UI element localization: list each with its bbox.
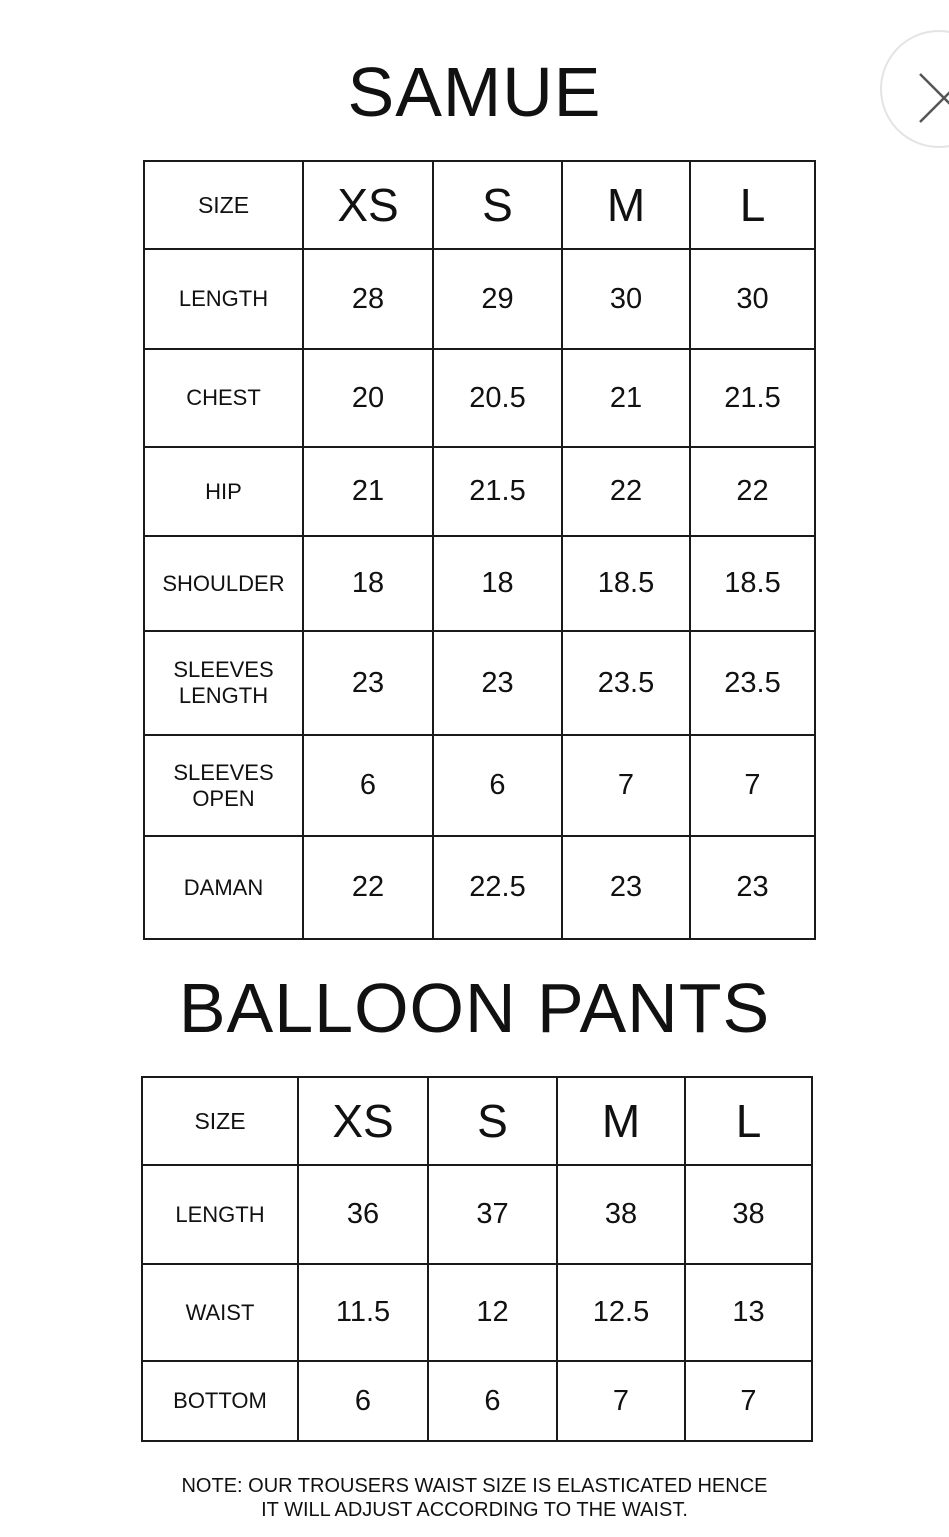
table-cell: 7 [557,1361,685,1441]
waist-note [0,1474,949,1522]
table-cell: 18.5 [690,536,815,631]
table-cell: 23 [690,836,815,939]
close-icon [912,70,949,130]
table-cell: 7 [690,735,815,836]
table-cell: 22 [562,447,690,536]
table-cell: 22 [690,447,815,536]
table-cell: 30 [690,249,815,349]
table-cell: 37 [428,1165,557,1264]
table-cell: 6 [428,1361,557,1441]
table-cell: 23 [303,631,433,735]
table-cell: 18.5 [562,536,690,631]
samue-size-table [143,160,816,940]
table-cell: 22 [303,836,433,939]
table-row [144,536,815,631]
table-row [142,1361,812,1441]
table-cell: 29 [433,249,562,349]
table-cell: 21 [562,349,690,447]
row-label-sleeves-length: SLEEVES LENGTH [144,631,303,735]
size-header-l: L [685,1077,812,1165]
table-cell: 23 [433,631,562,735]
balloon-pants-title: BALLOON PANTS [178,969,771,1047]
table-header-row [142,1077,812,1165]
note-line-1: NOTE: OUR TROUSERS WAIST SIZE IS ELASTICATED HENCE [181,1475,768,1497]
table-row [142,1264,812,1361]
table-cell: 20 [303,349,433,447]
table-cell: 23.5 [690,631,815,735]
size-header-label: SIZE [144,161,303,249]
row-label-sleeves-open: SLEEVES OPEN [144,735,303,836]
note-line-2: IT WILL ADJUST ACCORDING TO THE WAIST. [261,1499,688,1521]
table-row [144,349,815,447]
size-header-s: S [428,1077,557,1165]
balloon-pants-size-table [141,1076,813,1442]
table-cell: 38 [685,1165,812,1264]
row-label-length: LENGTH [142,1165,298,1264]
row-label-hip: HIP [144,447,303,536]
size-header-s: S [433,161,562,249]
table-row [144,447,815,536]
row-label-chest: CHEST [144,349,303,447]
table-cell: 21.5 [690,349,815,447]
table-cell: 6 [303,735,433,836]
table-cell: 20.5 [433,349,562,447]
table-cell: 6 [433,735,562,836]
samue-title: SAMUE [347,53,602,131]
size-header-m: M [557,1077,685,1165]
row-label-length: LENGTH [144,249,303,349]
size-header-l: L [690,161,815,249]
table-row [144,249,815,349]
table-cell: 21.5 [433,447,562,536]
size-header-label: SIZE [142,1077,298,1165]
row-label-daman: DAMAN [144,836,303,939]
size-header-m: M [562,161,690,249]
table-cell: 36 [298,1165,428,1264]
table-header-row [144,161,815,249]
table-cell: 12 [428,1264,557,1361]
table-cell: 11.5 [298,1264,428,1361]
table-cell: 23.5 [562,631,690,735]
row-label-shoulder: SHOULDER [144,536,303,631]
size-header-xs: XS [298,1077,428,1165]
row-label-waist: WAIST [142,1264,298,1361]
table-cell: 28 [303,249,433,349]
table-cell: 30 [562,249,690,349]
table-cell: 12.5 [557,1264,685,1361]
table-cell: 13 [685,1264,812,1361]
table-cell: 23 [562,836,690,939]
size-header-xs: XS [303,161,433,249]
table-cell: 38 [557,1165,685,1264]
table-row [144,631,815,735]
table-cell: 7 [685,1361,812,1441]
table-cell: 18 [433,536,562,631]
table-cell: 22.5 [433,836,562,939]
table-row [142,1165,812,1264]
table-cell: 7 [562,735,690,836]
table-row [144,836,815,939]
table-cell: 6 [298,1361,428,1441]
row-label-bottom: BOTTOM [142,1361,298,1441]
table-cell: 21 [303,447,433,536]
table-cell: 18 [303,536,433,631]
table-row [144,735,815,836]
